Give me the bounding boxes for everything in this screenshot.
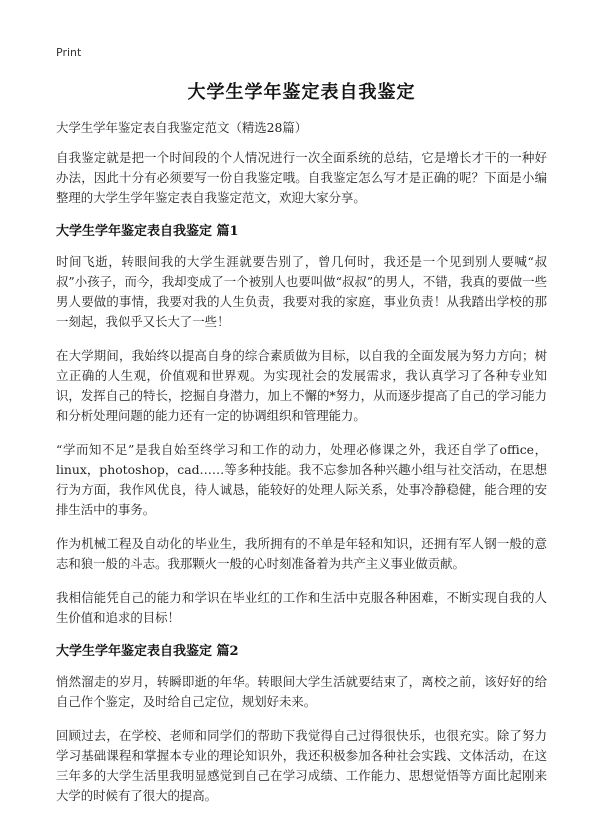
intro-paragraph: 自我鉴定就是把一个时间段的个人情况进行一次全面系统的总结，它是增长才干的一种好办法，因此十分有必须要写一份自我鉴定哦。自我鉴定怎么写才是正确的呢？下面是小编整理的大学生学年鉴定表自我鉴定范文，欢迎大家分享。 <box>56 150 547 205</box>
page-title: 大学生学年鉴定表自我鉴定 <box>187 82 416 103</box>
section-1-paragraph-3: “学而知不足”是我自始至终学习和工作的动力，处理必修课之外，我还自学了office，linux，photoshop，cad……等多种技能。我不忘参加各种兴趣小组与社交活动，在思想行为方面，我作风优良，待人诚恳，能较好的处理人际关系，处事冷静稳健，能合理的安排生活中的事务。 <box>56 442 547 517</box>
section-heading-1: 大学生学年鉴定表自我鉴定 篇1 <box>56 224 239 239</box>
section-1-paragraph-5: 我相信能凭自己的能力和学识在毕业红的工作和生活中克服各种困难，不断实现自我的人生价值和追求的目标！ <box>56 590 547 625</box>
document-subtitle: 大学生学年鉴定表自我鉴定范文（精选28篇） <box>56 120 308 135</box>
document-body <box>56 78 547 820</box>
section-heading-2: 大学生学年鉴定表自我鉴定 篇2 <box>56 644 239 659</box>
section-2-paragraph-1: 悄然溜走的岁月，转瞬即逝的年华。转眼间大学生活就要结束了，离校之前，该好好的给自己作个鉴定，及时给自己定位，规划好未来。 <box>56 674 547 709</box>
print-link[interactable]: Print <box>56 46 82 59</box>
section-1-paragraph-2: 在大学期间，我始终以提高自身的综合素质做为目标，以自我的全面发展为努力方向；树立正确的人生观，价值观和世界观。为实现社会的发展需求，我认真学习了各种专业知识，发挥自己的特长，挖掘自身潜力，加上不懈的*努力，从而逐步提高了自己的学习能力和分析处理问题的能力还有一定的协调组织和管理能力。 <box>56 348 547 423</box>
section-1-paragraph-1: 时间飞逝，转眼间我的大学生涯就要告别了，曾几何时，我还是一个见到别人要喊“叔叔”小孩子，而今，我却变成了一个被别人也要叫做“叔叔”的男人，不错，我真的要做一些男人要做的事情，我要对我的人生负责，我要对我的家庭，事业负责！从我踏出学校的那一刻起，我似乎又长大了一些！ <box>56 254 547 329</box>
section-2-paragraph-2: 回顾过去，在学校、老师和同学们的帮助下我觉得自己过得很快乐，也很充实。除了努力学习基础课程和掌握本专业的理论知识外，我还积极参加各种社会实践、文体活动，在这三年多的大学生活里我明显感觉到自己在学习成绩、工作能力、思想觉悟等方面比起刚来大学的时候有了很大的提高。 <box>56 728 547 803</box>
section-1-paragraph-4: 作为机械工程及自动化的毕业生，我所拥有的不单是年轻和知识，还拥有军人钢一般的意志和狼一般的斗志。我那颗火一般的心时刻准备着为共产主义事业做贡献。 <box>56 536 547 571</box>
